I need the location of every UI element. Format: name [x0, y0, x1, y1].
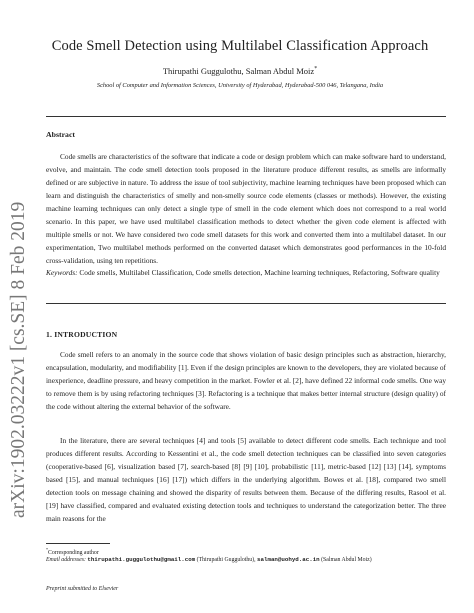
email-name-1: (Thirupathi Guggulothu),	[196, 557, 256, 563]
abstract-rule	[46, 303, 446, 304]
section-heading: 1. INTRODUCTION	[46, 330, 118, 339]
email-link-2[interactable]: salman@uohyd.ac.in	[257, 556, 320, 563]
email-link-1[interactable]: thirupathi.guggulothu@gmail.com	[87, 556, 196, 563]
intro-paragraph-1: Code smell refers to an anomaly in the source code that shows violation of basic design principles such as abstraction, hierarchy, encapsulation, modularity, and modifiability [1]. Even if the design principles are known to the developers, they are violated because of inexperience, deadline pressure, and heavy competition in the market. Fowler et al. [2], have defined 22 informal code smells. One way to remove them is by using refactoring techniques [3]. Refactoring is a technique that makes better internal structure (design quality) of the code without altering the external behavior of the software.	[46, 350, 446, 411]
author-names: Thirupathi Guggulothu, Salman Abdul Moiz	[162, 66, 315, 76]
top-rule	[46, 116, 446, 117]
footnote-emails	[46, 555, 466, 565]
footnote-corresponding: *Corresponding author	[46, 547, 99, 556]
keywords	[46, 266, 446, 279]
paper-title: Code Smell Detection using Multilabel Classification Approach	[51, 38, 429, 54]
intro-paragraph-2: In the literature, there are several techniques [4] and tools [5] available to detect different code smells. Each technique and tool produces different results. According to Kessentini et al., the code smell detection techniques can be classified into seven categories (cooperative-based [6], visualization based [7], search-based [8] [9] [10], probabilistic [11], metric-based [12] [13] [14], symptoms based [15], and manual techniques [16] [17]) which differs in the underlying algorithm. Bowes et al. [18], compared two smell detection tools on message chaining and showed the disparity of results between them. Because of the differing results, Rasool et al. [19] have classified, compared and evaluated existing detection tools and techniques to understand the categorization better. The three main reasons for the	[46, 436, 446, 523]
arxiv-stamp	[2, 200, 32, 530]
keywords-label: Keywords:	[46, 268, 78, 277]
arxiv-stamp-text: arXiv:1902.03222v1 [cs.SE] 8 Feb 2019	[8, 201, 29, 518]
email-name-2: (Salman Abdul Moiz)	[321, 557, 372, 563]
footnote-rule	[46, 543, 110, 544]
email-label: Email addresses:	[46, 557, 86, 563]
corresponding-author-mark: *	[314, 66, 318, 73]
author-line	[50, 66, 430, 76]
footnote-mark: *	[46, 547, 49, 552]
keywords-list: Code smells, Multilabel Classification, Code smells detection, Machine learning techniques, Refactoring, Software quality	[79, 268, 440, 277]
abstract-text: Code smells are characteristics of the software that indicate a code or design problem which can make software hard to understand, evolve, and maintain. The code smell detection tools proposed in the literature produce different results, as smells are informally defined or are subjective in nature. To address the issue of tool subjectivity, machine learning techniques have been proposed which can learn and distinguish the characteristics of smelly and non-smelly source code elements (classes or methods). However, the existing machine learning techniques can only detect a single type of smell in the code element which does not correspond to a real world scenario. In this paper, we have used multilabel classification methods to detect whether the given code element is affected with multiple smells or not. We have considered two code smell datasets for this work and converted them into a multilabel dataset. In our experimentation, Two multilabel methods performed on the converted dataset which demonstrates good performances in the 10-fold cross-validation, using ten repetitions.	[46, 152, 446, 265]
affiliation: School of Computer and Information Sciences, University of Hyderabad, Hyderabad-500 046, Telangana, India	[96, 82, 384, 89]
preprint-note: Preprint submitted to Elsevier	[46, 586, 119, 592]
abstract-heading: Abstract	[46, 130, 76, 139]
